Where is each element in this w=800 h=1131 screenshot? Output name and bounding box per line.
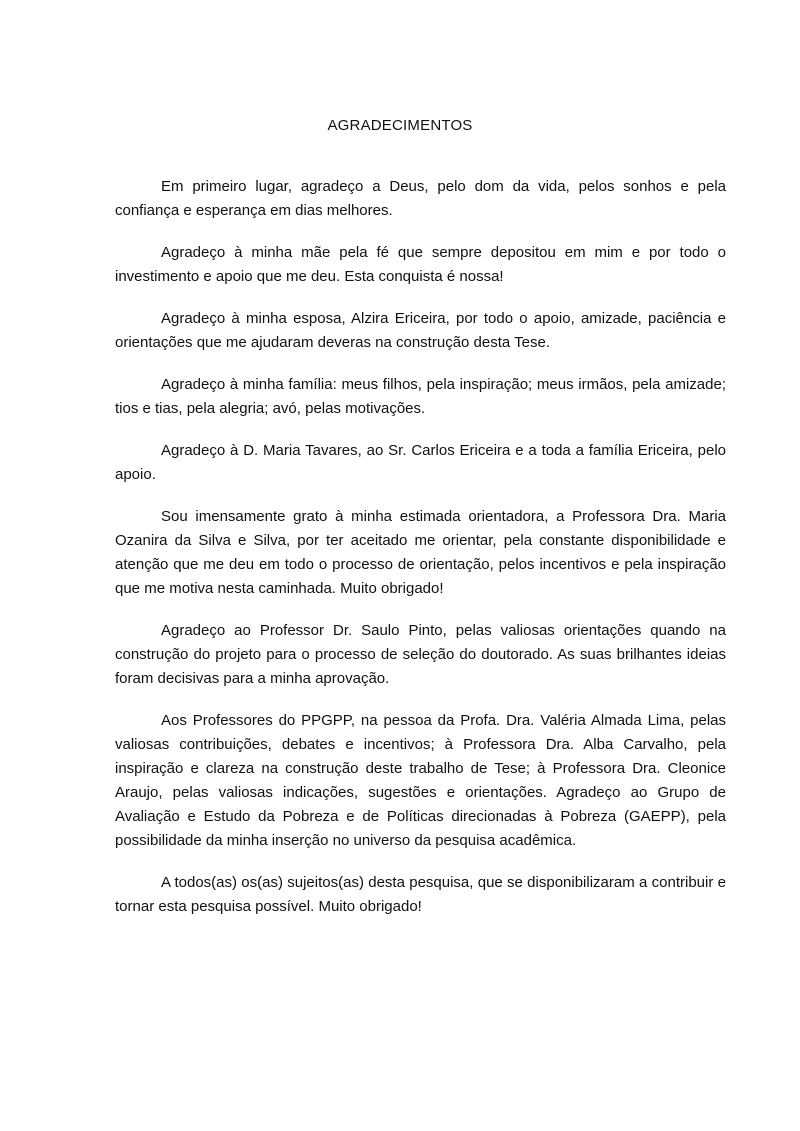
paragraph-6: Sou imensamente grato à minha estimada orientadora, a Professora Dra. Maria Ozanira da Silva e Silva, por ter aceitado me orientar, pela constante disponibilidade e atenção que me deu em todo o processo de orientação, pelos incentivos e pela inspiração que me motiva nesta caminhada. Muito obrigado! [115, 508, 726, 597]
paragraph-1: Em primeiro lugar, agradeço a Deus, pelo dom da vida, pelos sonhos e pela confiança e esperança em dias melhores. [115, 178, 726, 219]
paragraph-4: Agradeço à minha família: meus filhos, pela inspiração; meus irmãos, pela amizade; tios e tias, pela alegria; avó, pelas motivações. [115, 376, 726, 417]
paragraph-7: Agradeço ao Professor Dr. Saulo Pinto, pelas valiosas orientações quando na construção do projeto para o processo de seleção do doutorado. As suas brilhantes ideias foram decisivas para a minha aprovação. [115, 622, 726, 687]
paragraph-5: Agradeço à D. Maria Tavares, ao Sr. Carlos Ericeira e a toda a família Ericeira, pelo apoio. [115, 442, 726, 483]
paragraph-2: Agradeço à minha mãe pela fé que sempre depositou em mim e por todo o investimento e apoio que me deu. Esta conquista é nossa! [115, 244, 726, 285]
paragraph-3: Agradeço à minha esposa, Alzira Ericeira, por todo o apoio, amizade, paciência e orientações que me ajudaram deveras na construção desta Tese. [115, 310, 726, 351]
paragraph-8: Aos Professores do PPGPP, na pessoa da Profa. Dra. Valéria Almada Lima, pelas valiosas contribuições, debates e incentivos; à Professora Dra. Alba Carvalho, pela inspiração e clareza na construção deste trabalho de Tese; à Professora Dra. Cleonice Araujo, pelas valiosas indicações, sugestões e orientações. Agradeço ao Grupo de Avaliação e Estudo da Pobreza e de Políticas direcionadas à Pobreza (GAEPP), pela possibilidade da minha inserção no universo da pesquisa acadêmica. [115, 712, 726, 849]
acknowledgements-body [115, 175, 726, 937]
paragraph-9: A todos(as) os(as) sujeitos(as) desta pesquisa, que se disponibilizaram a contribuir e tornar esta pesquisa possível. Muito obrigado! [115, 874, 726, 915]
page-title: AGRADECIMENTOS [327, 117, 473, 134]
